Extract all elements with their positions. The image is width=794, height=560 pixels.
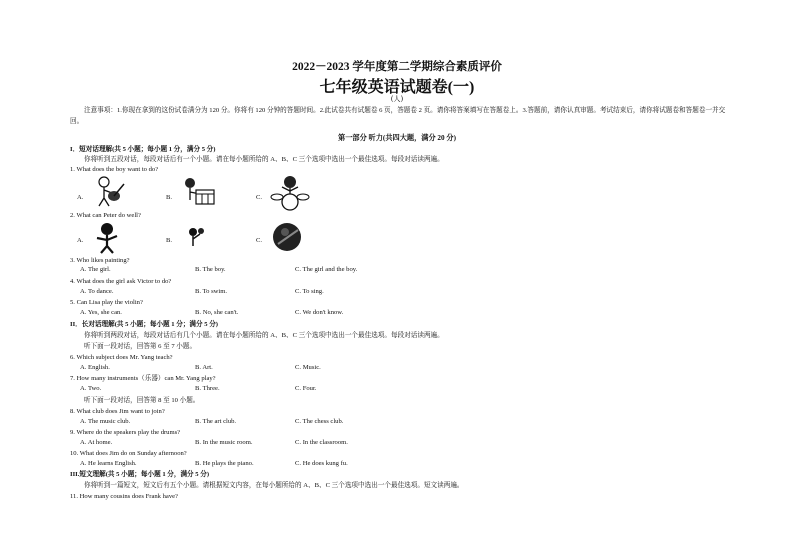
option-c: C. Music. (295, 364, 321, 371)
option-c: C. The chess club. (295, 418, 344, 425)
question-5: 5. Can Lisa play the violin? (70, 299, 143, 306)
option-a: A. At home. (80, 439, 113, 446)
listen-note-1: 听下面一段对话，回答第 6 至 7 小题。 (84, 343, 197, 350)
option-c: C. Four. (295, 385, 317, 392)
question-2: 2. What can Peter do well? (70, 212, 141, 219)
pic-option-label-c: C. (256, 194, 263, 201)
option-a: A. English. (80, 364, 110, 371)
option-a: A. He learns English. (80, 460, 137, 467)
option-b: B. The art club. (195, 418, 237, 425)
section2-title: II．长对话理解(共 5 小题；每小题 1 分；满分 5 分) (70, 321, 218, 328)
option-a: A. The girl. (80, 266, 111, 273)
option-c: C. In the classroom. (295, 439, 348, 446)
question-10: 10. What does Jim do on Sunday afternoon? (70, 450, 187, 457)
part1-title: 第一部分 听力(共四大题，满分 20 分) (338, 134, 456, 142)
ping-pong-player-image (184, 226, 206, 252)
question-7: 7. How many instruments（乐器）can Mr. Yang play? (70, 375, 216, 382)
option-c: C. We don't know. (295, 309, 344, 316)
dancing-person-image (92, 222, 122, 254)
drums-boy-image (270, 175, 310, 211)
section3-title: III.短文理解(共 5 小题；每小题 1 分，满分 5 分) (70, 471, 210, 478)
option-c: C. He does kung fu. (295, 460, 348, 467)
question-11: 11. How many cousins does Frank have? (70, 493, 178, 500)
section2-instruction: 你将听到两段对话，每段对话后有几个小题。请在每小题所给的 A、B、C 三个选项中选出一个最佳选项。每段对话读两遍。 (84, 332, 444, 339)
option-b: B. The boy. (195, 266, 226, 273)
option-a: A. Two. (80, 385, 102, 392)
notice-paragraph: 注意事项：1.你现在拿到的这份试卷满分为 120 分。你将有 120 分钟的答题时间。2.此试卷共有试题卷 6 页，答题卷 2 页。请你将答案填写在答题卷上。3.答题前，请你认真审题。考试结束后，请你将试题卷和答题卷一并交回。 (70, 107, 726, 125)
question-4: 4. What does the girl ask Victor to do? (70, 278, 172, 285)
option-b: B. Art. (195, 364, 213, 371)
option-a: A. Yes, she can. (80, 309, 122, 316)
section1-title: I．短对话理解(共 5 小题；每小题 1 分，满分 5 分) (70, 146, 216, 153)
option-b: B. In the music room. (195, 439, 253, 446)
pic-option-label-a: A. (77, 194, 84, 201)
year-line: 2022－2023 学年度第二学期综合素质评价 (292, 61, 502, 73)
option-b: B. No, she can't. (195, 309, 239, 316)
option-b: B. To swim. (195, 288, 228, 295)
listen-note-2: 听下面一段对话，回答第 8 至 10 小题。 (84, 397, 200, 404)
option-a: A. To dance. (80, 288, 114, 295)
guitar-boy-image (90, 176, 126, 208)
question-3: 3. Who likes painting? (70, 257, 130, 264)
pic-option-label-b: B. (166, 237, 173, 244)
piano-boy-image (180, 176, 216, 210)
option-b: B. Three. (195, 385, 220, 392)
pic-option-label-c: C. (256, 237, 263, 244)
question-8: 8. What club does Jim want to join? (70, 408, 165, 415)
pic-option-label-b: B. (166, 194, 173, 201)
section1-instruction: 你将听到五段对话，每段对话后有一个小题。请在每小题所给的 A、B、C 三个选项中选出一个最佳选项。每段对话读两遍。 (84, 156, 444, 163)
question-1: 1. What does the boy want to do? (70, 166, 159, 173)
question-9: 9. Where do the speakers play the drums? (70, 429, 181, 436)
edition-mark: (人) (390, 95, 404, 103)
option-a: A. The music club. (80, 418, 131, 425)
kung-fu-person-image (272, 222, 304, 254)
option-c: C. To sing. (295, 288, 324, 295)
option-c: C. The girl and the boy. (295, 266, 358, 273)
pic-option-label-a: A. (77, 237, 84, 244)
option-b: B. He plays the piano. (195, 460, 254, 467)
section3-instruction: 你将听到一篇短文，短文后有五个小题。请根据短文内容，在每小题所给的 A、B、C 三个选项中选出一个最佳选项。短文读两遍。 (84, 482, 464, 489)
exam-title: 七年级英语试题卷(一) (319, 79, 475, 96)
question-6: 6. Which subject does Mr. Yang teach? (70, 354, 173, 361)
